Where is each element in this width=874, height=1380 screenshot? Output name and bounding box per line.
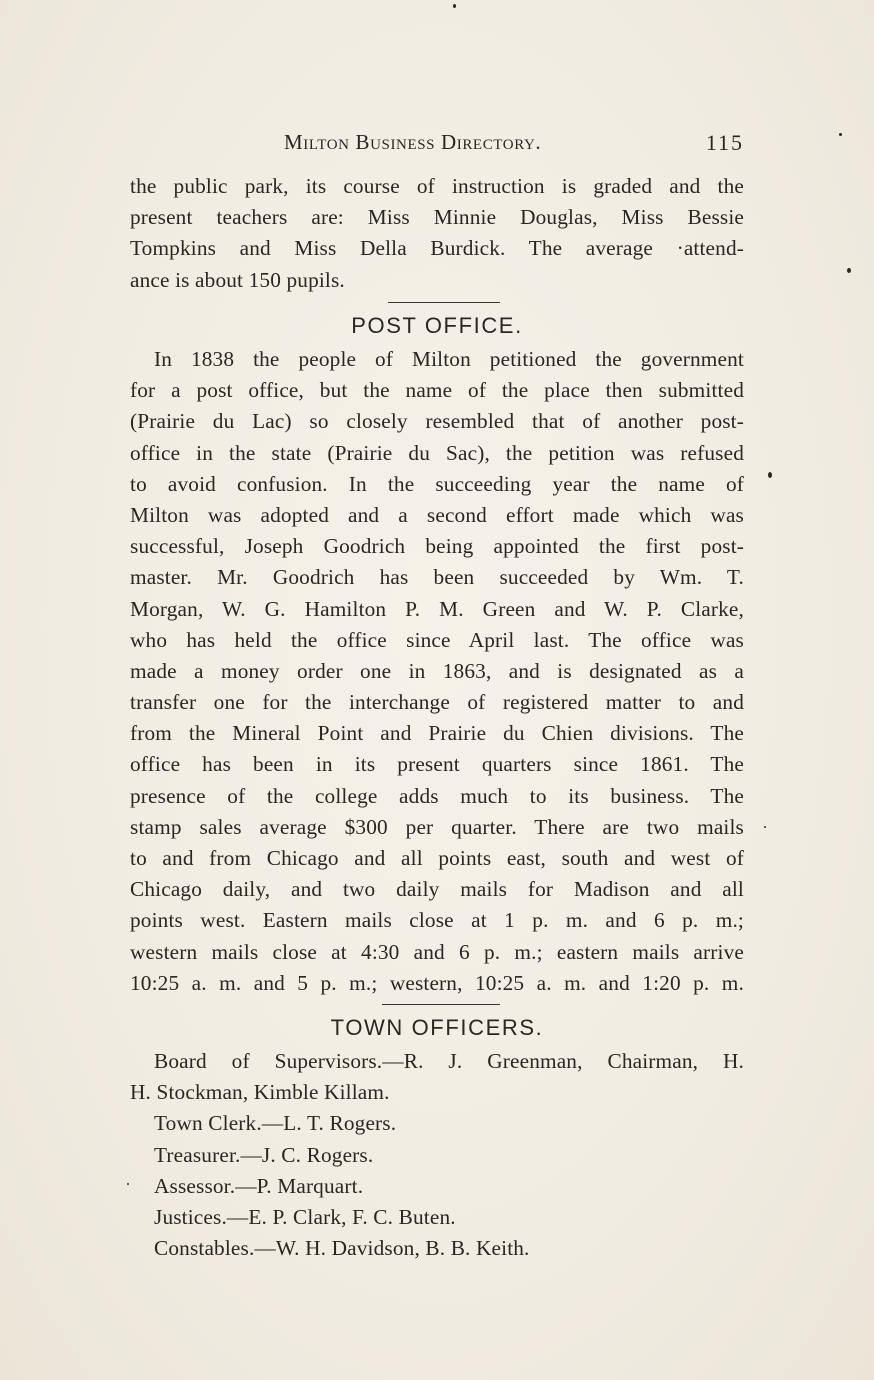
- post-office-line: office has been in its present quarters since 1861. The: [130, 752, 744, 777]
- town-officer-line: Constables.—W. H. Davidson, B. B. Keith.: [154, 1236, 530, 1261]
- post-office-line: (Prairie du Lac) so closely resembled that of another post-: [130, 409, 744, 434]
- post-office-line: In 1838 the people of Milton petitioned the government: [154, 347, 744, 371]
- paper-speck: [453, 4, 456, 8]
- town-officers-heading: TOWN OFFICERS.: [330, 1015, 544, 1040]
- intro-line: the public park, its course of instruction is graded and the: [130, 174, 744, 198]
- post-office-line: transfer one for the interchange of registered matter to and: [130, 690, 744, 715]
- post-office-line: from the Mineral Point and Prairie du Chien divisions. The: [130, 721, 744, 746]
- town-officer-line: Assessor.—P. Marquart.: [154, 1173, 364, 1198]
- paper-speck: [768, 472, 772, 478]
- post-office-line: points west. Eastern mails close at 1 p. m. and 6 p. m.;: [130, 908, 744, 933]
- paper-speck: [764, 826, 766, 828]
- post-office-line: office in the state (Prairie du Sac), the petition was refused: [130, 440, 744, 465]
- post-office-line: made a money order one in 1863, and is designated as a: [130, 658, 744, 683]
- paper-speck: [839, 133, 842, 136]
- post-office-line: 10:25 a. m. and 5 p. m.; western, 10:25 a. m. and 1:20 p. m.: [130, 970, 744, 995]
- running-head: Milton Business Directory.: [284, 130, 542, 154]
- intro-line: Tompkins and Miss Della Burdick. The average ·attend-: [130, 236, 744, 261]
- post-office-line: to and from Chicago and all points east, south and west of: [130, 846, 744, 870]
- post-office-paragraph: [130, 344, 744, 999]
- town-officer-line: H. Stockman, Kimble Killam.: [130, 1080, 390, 1105]
- post-office-line: who has held the office since April last. The office was: [130, 627, 744, 652]
- paper-speck: [127, 1183, 129, 1185]
- post-office-line: Morgan, W. G. Hamilton P. M. Green and W. P. Clarke,: [130, 596, 744, 621]
- post-office-line: Milton was adopted and a second effort made which was: [130, 502, 744, 527]
- paper-speck: [847, 268, 851, 273]
- post-office-line: Chicago daily, and two daily mails for Madison and all: [130, 877, 744, 902]
- section-divider: [388, 302, 500, 303]
- post-office-line: western mails close at 4:30 and 6 p. m.; eastern mails arrive: [130, 939, 744, 964]
- page-header: [130, 130, 744, 160]
- post-office-line: successful, Joseph Goodrich being appointed the first post-: [130, 534, 744, 559]
- post-office-line: master. Mr. Goodrich has been succeeded by Wm. T.: [130, 565, 744, 590]
- town-officer-line: Justices.—E. P. Clark, F. C. Buten.: [154, 1204, 456, 1229]
- page-number: 115: [705, 130, 744, 155]
- post-office-line: presence of the college adds much to its business. The: [130, 783, 744, 808]
- section-divider: [382, 1004, 500, 1005]
- post-office-line: to avoid confusion. In the succeeding year the name of: [130, 471, 744, 496]
- town-officer-line: Board of Supervisors.—R. J. Greenman, Chairman, H.: [154, 1049, 744, 1073]
- post-office-heading: POST OFFICE.: [351, 313, 523, 338]
- town-officers-list: [130, 1046, 744, 1264]
- post-office-line: for a post office, but the name of the place then submitted: [130, 378, 744, 403]
- town-officer-line: Town Clerk.—L. T. Rogers.: [154, 1111, 397, 1136]
- intro-line: present teachers are: Miss Minnie Douglas, Miss Bessie: [130, 205, 744, 230]
- post-office-line: stamp sales average $300 per quarter. There are two mails: [130, 814, 744, 839]
- intro-line: ance is about 150 pupils.: [130, 267, 345, 292]
- town-officer-line: Treasurer.—J. C. Rogers.: [154, 1142, 374, 1167]
- intro-paragraph: [130, 171, 744, 296]
